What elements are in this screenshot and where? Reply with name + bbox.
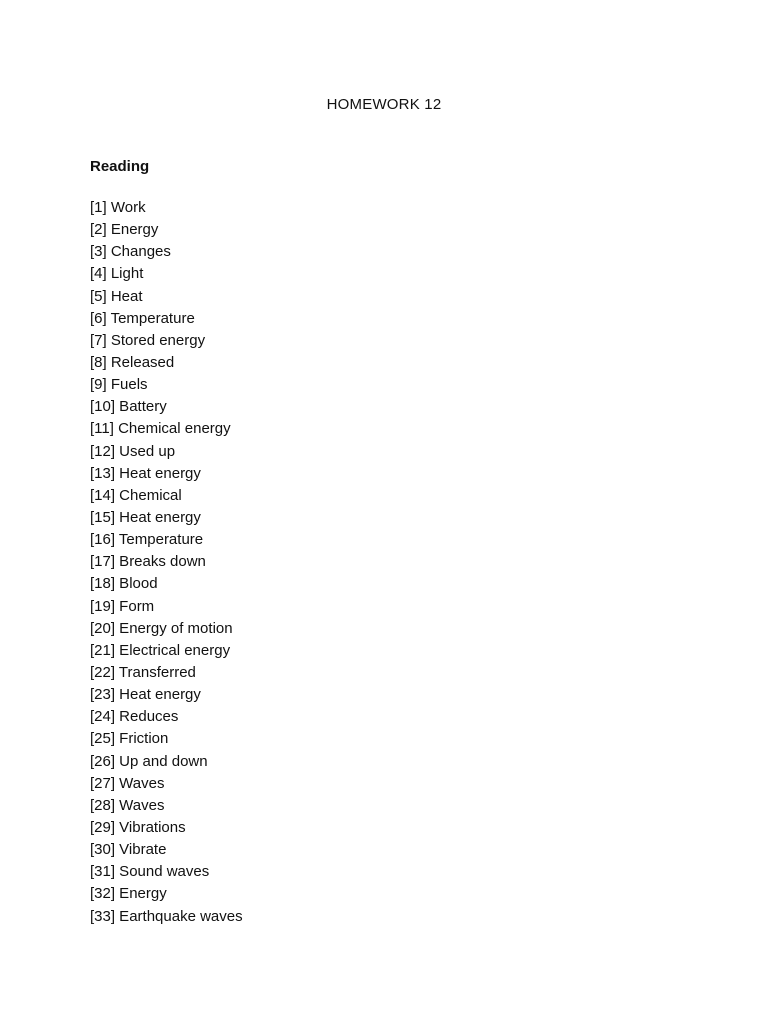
answer-item: [1] Work	[90, 199, 146, 216]
answer-item: [23] Heat energy	[90, 686, 201, 704]
answer-item: [16] Temperature	[90, 531, 204, 549]
answer-item: [8] Released	[90, 353, 175, 371]
section-heading-reading: Reading	[90, 158, 150, 175]
answer-item: [2] Energy	[90, 221, 159, 239]
answer-item: [26] Up and down	[90, 752, 208, 770]
answer-item: [17] Breaks down	[90, 553, 206, 571]
answer-item: [11] Chemical energy	[90, 420, 231, 438]
answer-item: [4] Light	[90, 265, 144, 283]
answer-item: [6] Temperature	[90, 309, 195, 327]
answer-item: [7] Stored energy	[90, 331, 206, 349]
answer-item: [28] Waves	[90, 796, 165, 814]
answer-item: [20] Energy of motion	[90, 619, 233, 637]
answer-item: [13] Heat energy	[90, 464, 201, 482]
answer-item: [18] Blood	[90, 575, 158, 593]
answer-item: [5] Heat	[90, 287, 143, 305]
answer-item: [27] Waves	[90, 774, 165, 792]
answer-item: [21] Electrical energy	[90, 641, 231, 659]
answer-item: [33] Earthquake waves	[90, 907, 243, 925]
answer-item: [15] Heat energy	[90, 508, 201, 526]
answer-item: [24] Reduces	[90, 708, 179, 726]
answer-item: [29] Vibrations	[90, 818, 186, 836]
answer-item: [10] Battery	[90, 398, 167, 416]
answer-item: [30] Vibrate	[90, 841, 167, 859]
answer-item: [25] Friction	[90, 730, 169, 748]
answer-item: [14] Chemical	[90, 486, 182, 504]
answer-item: [3] Changes	[90, 243, 171, 261]
answer-item: [12] Used up	[90, 442, 176, 460]
answer-item: [22] Transferred	[90, 663, 196, 681]
answer-item: [32] Energy	[90, 885, 167, 903]
document-title: HOMEWORK 12	[326, 96, 442, 113]
answer-item: [19] Form	[90, 597, 155, 615]
answer-item: [9] Fuels	[90, 376, 148, 394]
answer-list	[90, 197, 243, 928]
answer-item: [31] Sound waves	[90, 863, 210, 881]
